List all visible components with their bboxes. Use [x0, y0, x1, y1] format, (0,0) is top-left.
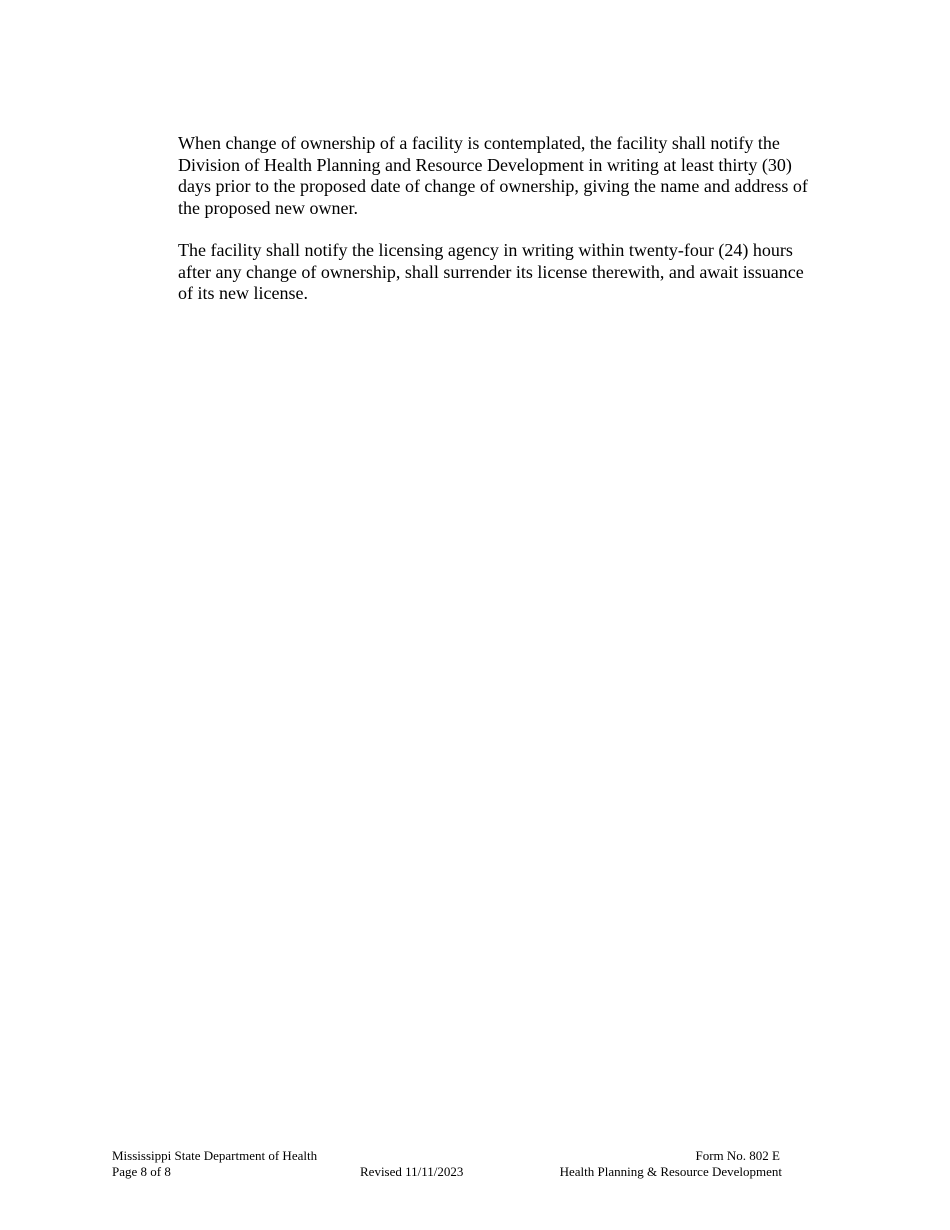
paragraph-license-surrender: The facility shall notify the licensing agency in writing within twenty-four (24) hours after any change of ownership, shall surrender its license therewith, and await issuance of its new license.: [178, 240, 804, 303]
footer-organization: Mississippi State Department of Health: [112, 1148, 318, 1163]
document-body: [178, 133, 838, 326]
page-footer: [112, 1148, 782, 1188]
paragraph-change-of-ownership-notice: When change of ownership of a facility is contemplated, the facility shall notify the Division of Health Planning and Resource Development in writing at least thirty (30) days prior to the proposed date of change of ownership, giving the name and address of the proposed new owner.: [178, 133, 808, 218]
footer-form-number: Form No. 802 E: [695, 1148, 780, 1163]
footer-page-number: Page 8 of 8: [112, 1164, 171, 1179]
footer-revised-date: Revised 11/11/2023: [360, 1164, 464, 1179]
footer-division: Health Planning & Resource Development: [559, 1164, 782, 1179]
